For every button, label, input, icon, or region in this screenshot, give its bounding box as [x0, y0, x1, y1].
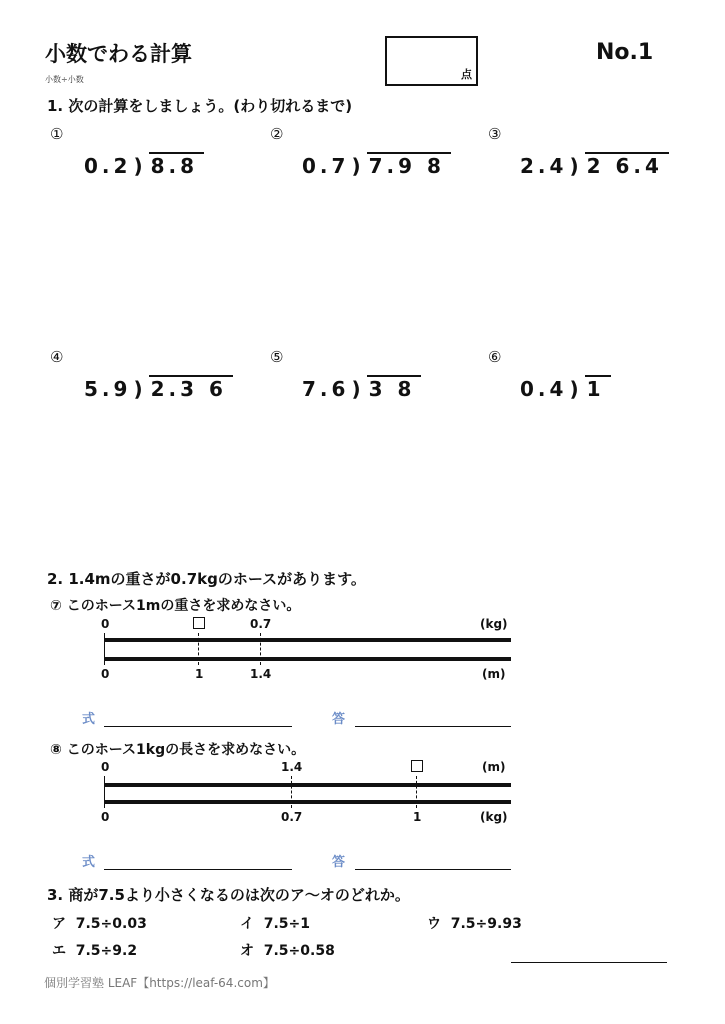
- q8-answer-label: 答: [332, 855, 346, 870]
- division-bracket-icon: ): [351, 154, 365, 178]
- q7-answer-line[interactable]: [355, 726, 511, 727]
- q7-answer-label: 答: [332, 712, 346, 727]
- q8-bottom-unit: (kg): [480, 810, 508, 824]
- division-bracket-icon: ): [569, 154, 583, 178]
- problem-5-number: ⑤: [270, 348, 284, 366]
- choice-o-label: オ: [240, 943, 254, 959]
- choice-o-expr: 7.5÷0.58: [263, 943, 335, 959]
- q7-formula-line[interactable]: [104, 726, 292, 727]
- division-bracket-icon: ): [133, 154, 147, 178]
- choice-u: [427, 913, 522, 933]
- problem-5-divisor: 7.6: [302, 377, 350, 401]
- problem-1-number: ①: [50, 125, 64, 143]
- q7-top-unit: (kg): [480, 617, 508, 631]
- problem-3-dividend: 2 6.4: [585, 152, 669, 178]
- problem-6-number: ⑥: [488, 348, 502, 366]
- problem-1-divisor: 0.2: [84, 154, 132, 178]
- choice-u-expr: 7.5÷9.93: [450, 916, 522, 932]
- q8-top-unit: (m): [482, 760, 506, 774]
- q7-unknown-box-icon: [193, 617, 205, 631]
- q7-length-bar: [104, 657, 511, 661]
- q7-bottom-mid: 1.4: [250, 667, 272, 681]
- choice-a-expr: 7.5÷0.03: [75, 916, 147, 932]
- q8-length-bar: [104, 783, 511, 787]
- choice-u-label: ウ: [427, 916, 441, 932]
- q8-formula-line[interactable]: [104, 869, 292, 870]
- division-bracket-icon: ): [351, 377, 365, 401]
- q8-bottom-one: 1: [413, 810, 422, 824]
- choice-e-expr: 7.5÷9.2: [75, 943, 138, 959]
- q8-top-mid: 1.4: [281, 760, 303, 774]
- choice-e-label: エ: [52, 943, 66, 959]
- q7-formula-label: 式: [82, 712, 96, 727]
- q8-bottom-mid: 0.7: [281, 810, 303, 824]
- problem-2-dividend: 7.9 8: [367, 152, 451, 178]
- q8-unknown-box-icon: [411, 760, 423, 774]
- problem-1-division: [84, 152, 204, 178]
- section3-heading: 3. 商が7.5より小さくなるのは次のア〜オのどれか。: [47, 886, 410, 904]
- q8-bottom-zero: 0: [101, 810, 110, 824]
- problem-6-division: [520, 375, 611, 401]
- choice-a: [52, 913, 147, 933]
- section3-answer-line[interactable]: [511, 962, 667, 963]
- problem-6-divisor: 0.4: [520, 377, 568, 401]
- q7-top-zero: 0: [101, 617, 110, 631]
- score-box[interactable]: [385, 36, 478, 86]
- problem-4-division: [84, 375, 233, 401]
- section1-heading: 1. 次の計算をしましょう。(わり切れるまで): [47, 97, 353, 115]
- q8-label: ⑧ このホース1kgの長さを求めなさい。: [50, 742, 306, 758]
- problem-3-number: ③: [488, 125, 502, 143]
- q7-top-mid: 0.7: [250, 617, 272, 631]
- footer-credit: 個別学習塾 LEAF【https://leaf-64.com】: [44, 976, 275, 990]
- page-number: No.1: [596, 40, 654, 65]
- problem-6-dividend: 1: [585, 375, 611, 401]
- problem-4-number: ④: [50, 348, 64, 366]
- q7-label: ⑦ このホース1mの重さを求めなさい。: [50, 598, 301, 614]
- score-label: 点: [461, 68, 472, 81]
- problem-4-divisor: 5.9: [84, 377, 132, 401]
- worksheet-title: 小数でわる計算: [45, 42, 192, 66]
- q8-answer-line[interactable]: [355, 869, 511, 870]
- problem-4-dividend: 2.3 6: [149, 375, 233, 401]
- choice-e: [52, 940, 137, 960]
- q8-formula-label: 式: [82, 855, 96, 870]
- problem-3-divisor: 2.4: [520, 154, 568, 178]
- division-bracket-icon: ): [569, 377, 583, 401]
- q7-bottom-zero: 0: [101, 667, 110, 681]
- problem-2-number: ②: [270, 125, 284, 143]
- section2-heading: 2. 1.4mの重さが0.7kgのホースがあります。: [47, 570, 366, 588]
- problem-5-division: [302, 375, 421, 401]
- q7-bottom-one: 1: [195, 667, 204, 681]
- choice-i-expr: 7.5÷1: [263, 916, 311, 932]
- problem-1-dividend: 8.8: [149, 152, 204, 178]
- choice-o: [240, 940, 335, 960]
- q8-weight-bar: [104, 800, 511, 804]
- q8-top-zero: 0: [101, 760, 110, 774]
- problem-3-division: [520, 152, 669, 178]
- worksheet-subtitle: 小数÷小数: [45, 75, 84, 84]
- q7-bottom-unit: (m): [482, 667, 506, 681]
- choice-i: [240, 913, 310, 933]
- problem-2-division: [302, 152, 451, 178]
- q7-weight-bar: [104, 638, 511, 642]
- choice-a-label: ア: [52, 916, 66, 932]
- problem-2-divisor: 0.7: [302, 154, 350, 178]
- choice-i-label: イ: [240, 916, 254, 932]
- division-bracket-icon: ): [133, 377, 147, 401]
- problem-5-dividend: 3 8: [367, 375, 422, 401]
